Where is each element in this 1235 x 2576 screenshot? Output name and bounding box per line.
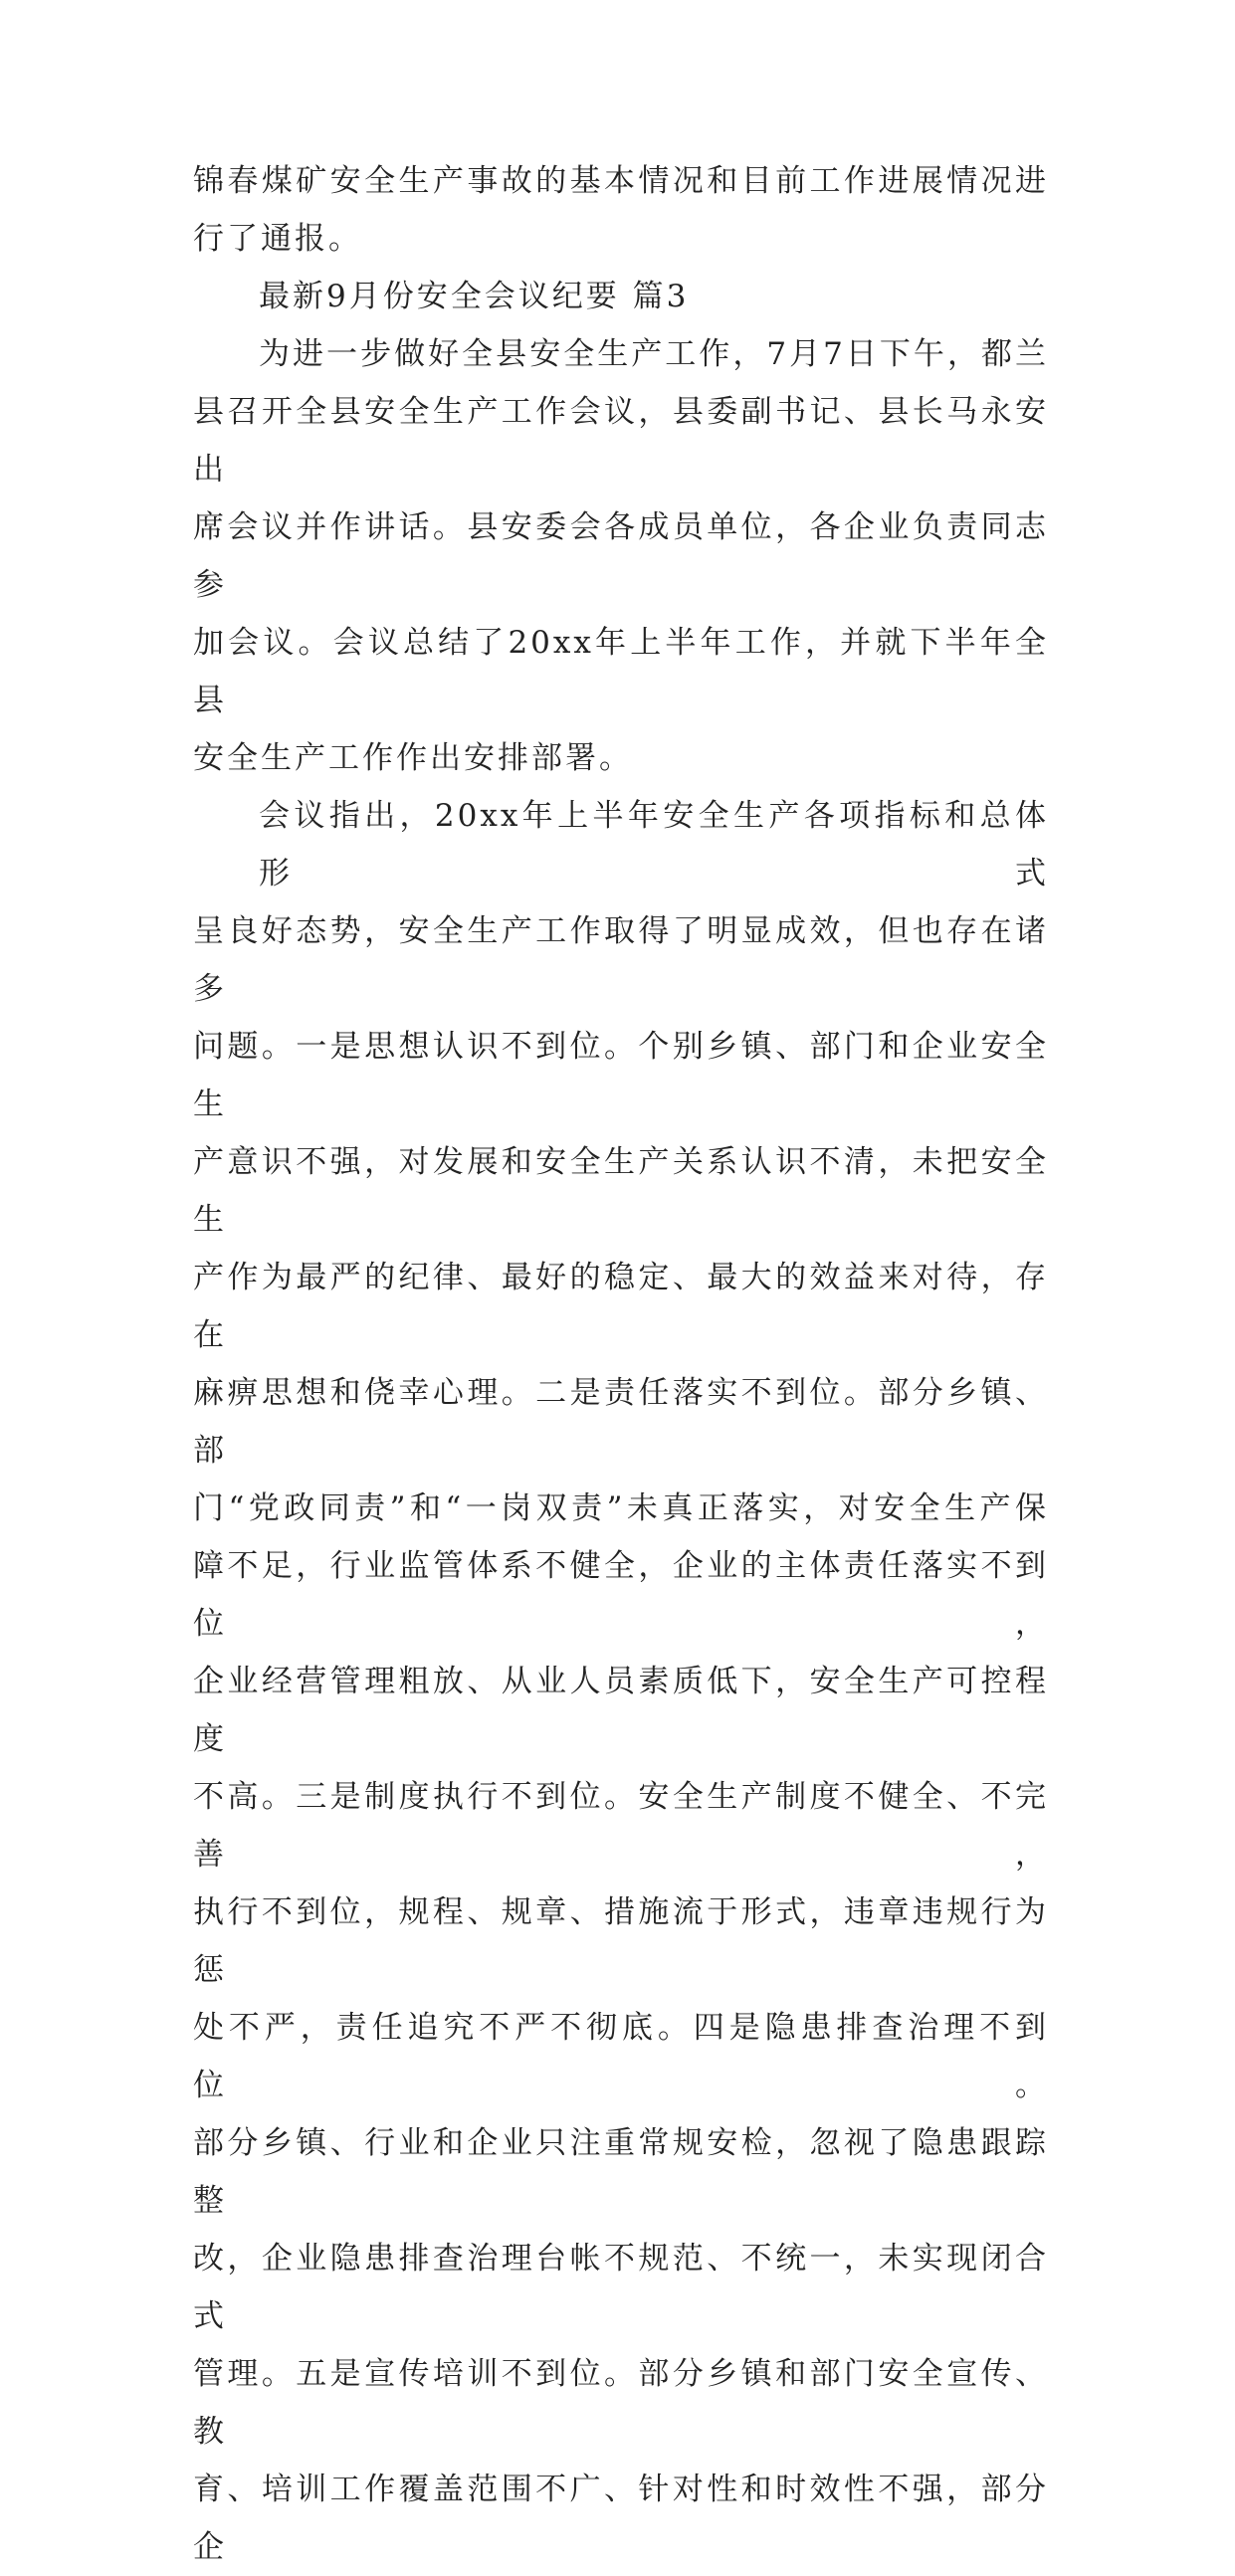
text-line: 行了通报。 [193,221,362,257]
text-line: 门“党政同责”和“一岗双责”未真正落实，对安全生产保 [193,1490,1049,1526]
text-line: 安全生产工作作出安排部署。 [193,740,633,776]
text-line: 锦春煤矿安全生产事故的基本情况和目前工作进展情况进 [193,163,1049,199]
text-line: 育、培训工作覆盖范围不广、针对性和时效性不强，部分企 [193,2472,1049,2565]
heading-text: 最新9月份安全会议纪要 篇3 [259,279,690,314]
text-line: 为进一步做好全县安全生产工作，7月7日下午，都兰 [259,336,1049,372]
text-line: 县召开全县安全生产工作会议，县委副书记、县长马永安出 [193,394,1049,488]
text-line: 处不严，责任追究不严不彻底。四是隐患排查治理不到位。 [193,2010,1049,2103]
text-line: 会议指出，20xx年上半年安全生产各项指标和总体形式 [259,798,1049,892]
text-line: 产意识不强，对发展和安全生产关系认识不清，未把安全生 [193,1144,1049,1238]
section-heading [193,268,1049,325]
text-line: 席会议并作讲话。县安委会各成员单位，各企业负责同志参 [193,509,1049,603]
text-line: 部分乡镇、行业和企业只注重常规安检，忽视了隐患跟踪整 [193,2125,1049,2219]
paragraph-intro-continuation [193,152,1049,268]
text-line: 管理。五是宣传培训不到位。部分乡镇和部门安全宣传、教 [193,2356,1049,2450]
text-line: 产作为最严的纪律、最好的稳定、最大的效益来对待，存在 [193,1260,1049,1353]
text-line: 加会议。会议总结了20xx年上半年工作，并就下半年全县 [193,625,1049,718]
paragraph-meeting-summary [193,325,1049,787]
text-line: 不高。三是制度执行不到位。安全生产制度不健全、不完善， [193,1779,1049,1873]
text-line: 问题。一是思想认识不到位。个别乡镇、部门和企业安全生 [193,1029,1049,1122]
paragraph-meeting-points [193,787,1049,2576]
text-line: 障不足，行业监管体系不健全，企业的主体责任落实不到位， [193,1548,1049,1642]
text-line: 呈良好态势，安全生产工作取得了明显成效，但也存在诸多 [193,913,1049,1007]
document-body [193,152,1049,2576]
text-line: 改，企业隐患排查治理台帐不规范、不统一，未实现闭合式 [193,2241,1049,2334]
text-line: 麻痹思想和侥幸心理。二是责任落实不到位。部分乡镇、部 [193,1375,1049,1469]
text-line: 企业经营管理粗放、从业人员素质低下，安全生产可控程度 [193,1664,1049,1757]
text-line: 执行不到位，规程、规章、措施流于形式，违章违规行为惩 [193,1894,1049,1988]
